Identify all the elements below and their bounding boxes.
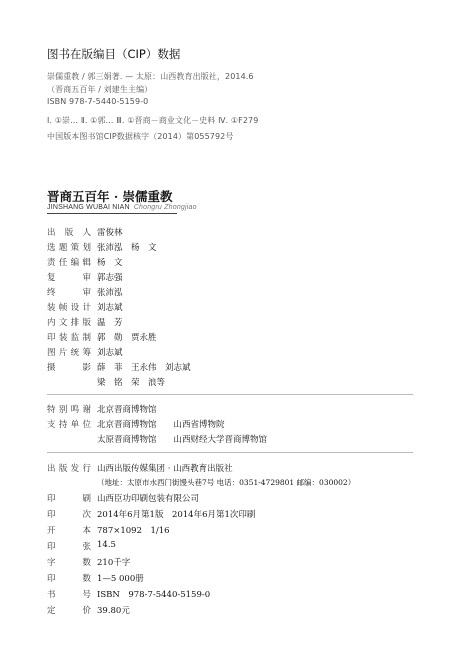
thanks-row: 特别鸣谢 北京晋商博物馆 — [47, 405, 157, 415]
pub-row: 印张 14.5 — [47, 540, 116, 552]
cip-line: Ⅰ. ①崇… Ⅱ. ①郭… Ⅲ. ①晋商－商业文化－史料 Ⅳ. ①F279 — [47, 116, 259, 125]
divider — [47, 394, 413, 395]
credit-row: 梁 铭 荣 浪等 — [97, 378, 166, 388]
credit-row: 出版人 雷俊林 — [47, 228, 123, 238]
pub-row: 开本 787×1092 1/16 — [47, 526, 170, 536]
book-title: 晋商五百年 · 崇儒重教 — [47, 189, 173, 204]
title-rule — [47, 213, 177, 214]
credit-row: 图片统筹 刘志斌 — [47, 348, 123, 358]
pub-row: 字数 210千字 — [47, 558, 131, 568]
cip-line: （晋商五百年 / 刘建生主编） — [47, 85, 153, 94]
pub-row: 印次 2014年6月第1版 2014年6月第1次印刷 — [47, 510, 256, 520]
divider — [47, 452, 413, 453]
credit-row: 装帧设计 刘志斌 — [47, 303, 123, 313]
cip-line: 崇儒重教 / 郭三娟著. — 太原：山西教育出版社，2014.6 — [47, 72, 254, 81]
pub-row: 定价 39.80元 — [47, 606, 130, 616]
cip-line: ISBN 978-7-5440-5159-0 — [47, 97, 149, 106]
thanks-row: 支持单位 北京晋商博物馆 山西省博物院 — [47, 420, 225, 430]
credit-row: 复审 郭志强 — [47, 273, 123, 283]
pub-row: 出版发行 山西出版传媒集团 · 山西教育出版社 — [47, 464, 233, 474]
credit-row: 摄影 薛 菲 王永伟 刘志斌 — [47, 363, 191, 373]
cip-line: 中国版本图书馆CIP数据核字（2014）第055792号 — [47, 132, 234, 141]
credit-row: 印装监制 郭 勋 贾永胜 — [47, 333, 157, 343]
pub-row: 印刷 山西臣功印刷包装有限公司 — [47, 494, 200, 504]
pub-row: （地址：太原市水西门街馒头巷7号 电话：0351-4729801 邮编：030002） — [97, 478, 356, 487]
pub-row: 书号 ISBN 978-7-5440-5159-0 — [47, 590, 211, 600]
book-subtitle-en: Chongru Zhongjiao — [133, 204, 197, 211]
book-title-en: JINSHANG WUBAI NIAN Chongru Zhongjiao — [47, 204, 197, 211]
cip-title: 图书在版编目（CIP）数据 — [47, 47, 181, 61]
credit-row: 终审 张沛泓 — [47, 288, 123, 298]
pub-row: 印数 1—5 000册 — [47, 574, 144, 584]
credit-row: 选题策划 张沛泓 杨 文 — [47, 243, 157, 253]
credit-row: 内文排版 温 芳 — [47, 318, 123, 328]
credit-row: 责任编辑 杨 文 — [47, 258, 123, 268]
thanks-row: 太原晋商博物馆 山西财经大学晋商博物馆 — [97, 435, 268, 445]
